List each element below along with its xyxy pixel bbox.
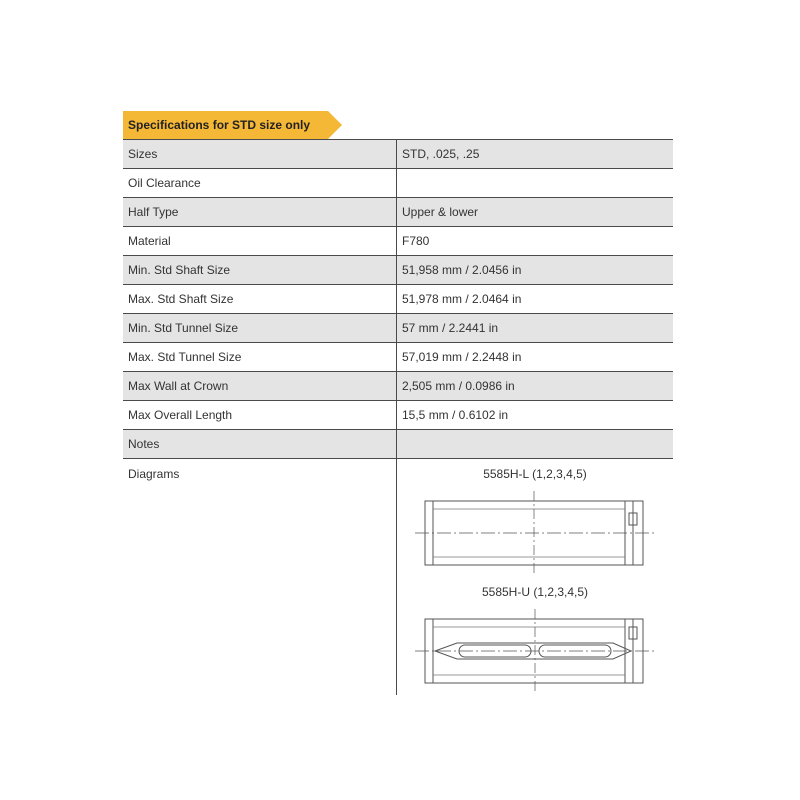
row-value: 57,019 mm / 2.2448 in — [397, 343, 674, 372]
row-value: Upper & lower — [397, 198, 674, 227]
row-label: Max. Std Shaft Size — [123, 285, 397, 314]
specifications-heading: Specifications for STD size only — [123, 111, 328, 139]
table-row — [123, 430, 673, 459]
table-row — [123, 140, 673, 169]
row-value: 51,958 mm / 2.0456 in — [397, 256, 674, 285]
row-value — [397, 430, 674, 459]
specifications-panel — [123, 111, 673, 695]
row-label: Max Wall at Crown — [123, 372, 397, 401]
row-value: STD, .025, .25 — [397, 140, 674, 169]
row-value: 57 mm / 2.2441 in — [397, 314, 674, 343]
row-label: Sizes — [123, 140, 397, 169]
row-label: Max. Std Tunnel Size — [123, 343, 397, 372]
table-row — [123, 401, 673, 430]
row-label: Material — [123, 227, 397, 256]
table-row — [123, 343, 673, 372]
row-label: Half Type — [123, 198, 397, 227]
diagrams-cell — [397, 459, 674, 696]
row-label: Notes — [123, 430, 397, 459]
table-row — [123, 227, 673, 256]
diagrams-label: Diagrams — [123, 459, 397, 696]
table-row — [123, 372, 673, 401]
table-row — [123, 169, 673, 198]
row-label: Max Overall Length — [123, 401, 397, 430]
lower-bearing-diagram — [415, 487, 655, 577]
row-value — [397, 169, 674, 198]
upper-diagram-title: 5585H-U (1,2,3,4,5) — [481, 585, 589, 599]
table-row — [123, 198, 673, 227]
row-value: F780 — [397, 227, 674, 256]
lower-diagram-title: 5585H-L (1,2,3,4,5) — [483, 467, 587, 481]
table-row — [123, 285, 673, 314]
diagrams-row — [123, 459, 673, 696]
table-row — [123, 256, 673, 285]
row-value: 15,5 mm / 0.6102 in — [397, 401, 674, 430]
row-label: Min. Std Tunnel Size — [123, 314, 397, 343]
row-value: 2,505 mm / 0.0986 in — [397, 372, 674, 401]
specifications-table — [123, 139, 673, 695]
table-row — [123, 314, 673, 343]
upper-bearing-diagram — [415, 605, 655, 695]
row-value: 51,978 mm / 2.0464 in — [397, 285, 674, 314]
row-label: Min. Std Shaft Size — [123, 256, 397, 285]
row-label: Oil Clearance — [123, 169, 397, 198]
